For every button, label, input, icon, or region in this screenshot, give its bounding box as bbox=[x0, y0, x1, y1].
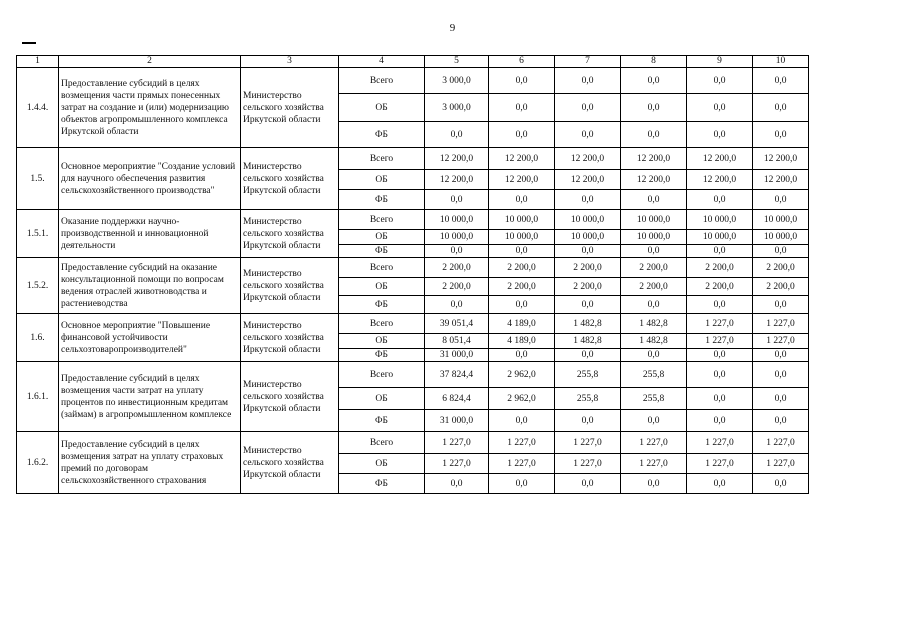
amount-cell: 0,0 bbox=[687, 474, 753, 494]
amount-cell: 4 189,0 bbox=[489, 334, 555, 349]
amount-cell: 12 200,0 bbox=[621, 170, 687, 190]
amount-cell: 0,0 bbox=[687, 68, 753, 94]
amount-cell: 0,0 bbox=[555, 190, 621, 210]
funding-table bbox=[16, 55, 809, 494]
item-description: Основное мероприятие "Создание условий для научного обеспечения развития сельскохозяйственного производства" bbox=[59, 148, 241, 210]
col-header: 10 bbox=[753, 56, 809, 68]
amount-cell: 0,0 bbox=[425, 122, 489, 148]
funding-source: ФБ bbox=[339, 190, 425, 210]
amount-cell: 1 227,0 bbox=[425, 432, 489, 454]
amount-cell: 2 200,0 bbox=[555, 258, 621, 278]
item-description: Основное мероприятие "Повышение финансовой устойчивости сельхозтоваропроизводителей" bbox=[59, 314, 241, 362]
item-code: 1.5. bbox=[17, 148, 59, 210]
amount-cell: 10 000,0 bbox=[489, 210, 555, 230]
amount-cell: 0,0 bbox=[425, 296, 489, 314]
amount-cell: 0,0 bbox=[425, 474, 489, 494]
amount-cell: 1 227,0 bbox=[753, 334, 809, 349]
funding-source: Всего bbox=[339, 68, 425, 94]
amount-cell: 3 000,0 bbox=[425, 94, 489, 122]
amount-cell: 10 000,0 bbox=[687, 210, 753, 230]
col-header: 3 bbox=[241, 56, 339, 68]
item-executor: Министерство сельского хозяйства Иркутской области bbox=[241, 432, 339, 494]
amount-cell: 1 227,0 bbox=[555, 432, 621, 454]
table-row bbox=[17, 210, 809, 230]
funding-source: ОБ bbox=[339, 454, 425, 474]
table-row bbox=[17, 68, 809, 94]
amount-cell: 3 000,0 bbox=[425, 68, 489, 94]
amount-cell: 2 962,0 bbox=[489, 388, 555, 410]
amount-cell: 12 200,0 bbox=[489, 148, 555, 170]
amount-cell: 1 482,8 bbox=[555, 314, 621, 334]
amount-cell: 0,0 bbox=[621, 190, 687, 210]
amount-cell: 0,0 bbox=[687, 190, 753, 210]
amount-cell: 0,0 bbox=[489, 296, 555, 314]
item-code: 1.6.2. bbox=[17, 432, 59, 494]
col-header: 4 bbox=[339, 56, 425, 68]
funding-source: ОБ bbox=[339, 94, 425, 122]
amount-cell: 2 200,0 bbox=[753, 278, 809, 296]
amount-cell: 8 051,4 bbox=[425, 334, 489, 349]
funding-source: Всего bbox=[339, 432, 425, 454]
amount-cell: 1 227,0 bbox=[753, 314, 809, 334]
item-description: Предоставление субсидий в целях возмещения части прямых понесенных затрат на создание и (или) модернизацию объектов агропромышленного комплекса Иркутской области bbox=[59, 68, 241, 148]
item-description: Оказание поддержки научно-производственной и инновационной деятельности bbox=[59, 210, 241, 258]
amount-cell: 1 227,0 bbox=[687, 314, 753, 334]
amount-cell: 1 482,8 bbox=[555, 334, 621, 349]
amount-cell: 0,0 bbox=[555, 245, 621, 258]
amount-cell: 1 482,8 bbox=[621, 334, 687, 349]
amount-cell: 2 200,0 bbox=[621, 258, 687, 278]
amount-cell: 12 200,0 bbox=[555, 148, 621, 170]
amount-cell: 2 200,0 bbox=[425, 278, 489, 296]
funding-source: ФБ bbox=[339, 410, 425, 432]
amount-cell: 12 200,0 bbox=[489, 170, 555, 190]
amount-cell: 255,8 bbox=[621, 388, 687, 410]
amount-cell: 12 200,0 bbox=[425, 170, 489, 190]
item-executor: Министерство сельского хозяйства Иркутской области bbox=[241, 258, 339, 314]
table-row bbox=[17, 148, 809, 170]
amount-cell: 31 000,0 bbox=[425, 349, 489, 362]
amount-cell: 10 000,0 bbox=[621, 210, 687, 230]
amount-cell: 1 227,0 bbox=[753, 454, 809, 474]
funding-source: ФБ bbox=[339, 349, 425, 362]
col-header: 9 bbox=[687, 56, 753, 68]
amount-cell: 0,0 bbox=[621, 474, 687, 494]
amount-cell: 0,0 bbox=[555, 474, 621, 494]
item-code: 1.6. bbox=[17, 314, 59, 362]
amount-cell: 0,0 bbox=[753, 388, 809, 410]
col-header: 1 bbox=[17, 56, 59, 68]
amount-cell: 0,0 bbox=[687, 410, 753, 432]
amount-cell: 0,0 bbox=[687, 94, 753, 122]
amount-cell: 0,0 bbox=[687, 388, 753, 410]
amount-cell: 31 000,0 bbox=[425, 410, 489, 432]
amount-cell: 1 227,0 bbox=[753, 432, 809, 454]
amount-cell: 0,0 bbox=[621, 296, 687, 314]
col-header: 8 bbox=[621, 56, 687, 68]
table-body bbox=[17, 68, 809, 494]
funding-source: ОБ bbox=[339, 170, 425, 190]
amount-cell: 0,0 bbox=[753, 474, 809, 494]
amount-cell: 10 000,0 bbox=[621, 230, 687, 245]
amount-cell: 0,0 bbox=[489, 410, 555, 432]
table-row bbox=[17, 362, 809, 388]
amount-cell: 0,0 bbox=[489, 94, 555, 122]
amount-cell: 1 227,0 bbox=[687, 454, 753, 474]
item-description: Предоставление субсидий в целях возмещения части затрат на уплату процентов по инвестиционным кредитам (займам) в агропромышленном комплексе bbox=[59, 362, 241, 432]
amount-cell: 0,0 bbox=[555, 410, 621, 432]
amount-cell: 0,0 bbox=[621, 410, 687, 432]
amount-cell: 0,0 bbox=[621, 122, 687, 148]
funding-source: Всего bbox=[339, 314, 425, 334]
amount-cell: 0,0 bbox=[753, 410, 809, 432]
item-code: 1.5.2. bbox=[17, 258, 59, 314]
amount-cell: 0,0 bbox=[687, 245, 753, 258]
amount-cell: 12 200,0 bbox=[753, 148, 809, 170]
item-description: Предоставление субсидий на оказание консультационной помощи по вопросам ведения отраслей животноводства и растениеводства bbox=[59, 258, 241, 314]
amount-cell: 10 000,0 bbox=[425, 210, 489, 230]
amount-cell: 0,0 bbox=[753, 362, 809, 388]
item-description: Предоставление субсидий в целях возмещения затрат на уплату страховых премий по договорам сельскохозяйственного страхования bbox=[59, 432, 241, 494]
col-header: 6 bbox=[489, 56, 555, 68]
table-row bbox=[17, 314, 809, 334]
amount-cell: 0,0 bbox=[555, 349, 621, 362]
item-executor: Министерство сельского хозяйства Иркутской области bbox=[241, 362, 339, 432]
amount-cell: 2 200,0 bbox=[687, 278, 753, 296]
amount-cell: 2 200,0 bbox=[687, 258, 753, 278]
amount-cell: 0,0 bbox=[621, 349, 687, 362]
margin-mark bbox=[22, 42, 36, 44]
amount-cell: 2 200,0 bbox=[425, 258, 489, 278]
amount-cell: 39 051,4 bbox=[425, 314, 489, 334]
amount-cell: 0,0 bbox=[489, 474, 555, 494]
amount-cell: 0,0 bbox=[687, 349, 753, 362]
amount-cell: 0,0 bbox=[621, 94, 687, 122]
amount-cell: 4 189,0 bbox=[489, 314, 555, 334]
funding-source: ОБ bbox=[339, 388, 425, 410]
amount-cell: 10 000,0 bbox=[753, 230, 809, 245]
funding-source: Всего bbox=[339, 362, 425, 388]
item-code: 1.6.1. bbox=[17, 362, 59, 432]
amount-cell: 255,8 bbox=[555, 388, 621, 410]
col-header: 7 bbox=[555, 56, 621, 68]
amount-cell: 10 000,0 bbox=[753, 210, 809, 230]
amount-cell: 0,0 bbox=[555, 122, 621, 148]
amount-cell: 0,0 bbox=[555, 68, 621, 94]
amount-cell: 1 227,0 bbox=[687, 334, 753, 349]
col-header: 2 bbox=[59, 56, 241, 68]
amount-cell: 12 200,0 bbox=[425, 148, 489, 170]
amount-cell: 2 200,0 bbox=[555, 278, 621, 296]
amount-cell: 0,0 bbox=[489, 349, 555, 362]
amount-cell: 0,0 bbox=[555, 296, 621, 314]
item-executor: Министерство сельского хозяйства Иркутской области bbox=[241, 68, 339, 148]
header-row bbox=[17, 56, 809, 68]
funding-source: ОБ bbox=[339, 334, 425, 349]
amount-cell: 10 000,0 bbox=[425, 230, 489, 245]
item-code: 1.4.4. bbox=[17, 68, 59, 148]
amount-cell: 2 200,0 bbox=[489, 258, 555, 278]
amount-cell: 0,0 bbox=[753, 94, 809, 122]
amount-cell: 12 200,0 bbox=[753, 170, 809, 190]
amount-cell: 0,0 bbox=[425, 245, 489, 258]
item-code: 1.5.1. bbox=[17, 210, 59, 258]
amount-cell: 2 200,0 bbox=[489, 278, 555, 296]
amount-cell: 1 227,0 bbox=[425, 454, 489, 474]
amount-cell: 10 000,0 bbox=[687, 230, 753, 245]
col-header: 5 bbox=[425, 56, 489, 68]
amount-cell: 0,0 bbox=[753, 122, 809, 148]
funding-source: Всего bbox=[339, 148, 425, 170]
amount-cell: 6 824,4 bbox=[425, 388, 489, 410]
amount-cell: 0,0 bbox=[489, 122, 555, 148]
amount-cell: 0,0 bbox=[753, 68, 809, 94]
amount-cell: 2 200,0 bbox=[753, 258, 809, 278]
amount-cell: 10 000,0 bbox=[555, 210, 621, 230]
table-row bbox=[17, 432, 809, 454]
amount-cell: 0,0 bbox=[753, 245, 809, 258]
amount-cell: 1 227,0 bbox=[489, 432, 555, 454]
funding-source: ОБ bbox=[339, 230, 425, 245]
funding-source: ФБ bbox=[339, 245, 425, 258]
funding-source: ФБ bbox=[339, 296, 425, 314]
item-executor: Министерство сельского хозяйства Иркутской области bbox=[241, 210, 339, 258]
item-executor: Министерство сельского хозяйства Иркутской области bbox=[241, 148, 339, 210]
amount-cell: 10 000,0 bbox=[489, 230, 555, 245]
funding-source: ОБ bbox=[339, 278, 425, 296]
amount-cell: 10 000,0 bbox=[555, 230, 621, 245]
amount-cell: 0,0 bbox=[753, 296, 809, 314]
amount-cell: 1 227,0 bbox=[555, 454, 621, 474]
amount-cell: 12 200,0 bbox=[555, 170, 621, 190]
amount-cell: 0,0 bbox=[687, 296, 753, 314]
funding-source: Всего bbox=[339, 210, 425, 230]
amount-cell: 0,0 bbox=[753, 190, 809, 210]
funding-source: ФБ bbox=[339, 122, 425, 148]
funding-source: Всего bbox=[339, 258, 425, 278]
table-row bbox=[17, 258, 809, 278]
amount-cell: 1 227,0 bbox=[489, 454, 555, 474]
amount-cell: 0,0 bbox=[687, 362, 753, 388]
item-executor: Министерство сельского хозяйства Иркутской области bbox=[241, 314, 339, 362]
amount-cell: 1 482,8 bbox=[621, 314, 687, 334]
amount-cell: 0,0 bbox=[621, 68, 687, 94]
funding-source: ФБ bbox=[339, 474, 425, 494]
amount-cell: 12 200,0 bbox=[621, 148, 687, 170]
amount-cell: 255,8 bbox=[555, 362, 621, 388]
amount-cell: 0,0 bbox=[687, 122, 753, 148]
amount-cell: 0,0 bbox=[753, 349, 809, 362]
amount-cell: 12 200,0 bbox=[687, 170, 753, 190]
amount-cell: 2 962,0 bbox=[489, 362, 555, 388]
amount-cell: 2 200,0 bbox=[621, 278, 687, 296]
amount-cell: 0,0 bbox=[489, 190, 555, 210]
amount-cell: 255,8 bbox=[621, 362, 687, 388]
amount-cell: 0,0 bbox=[489, 245, 555, 258]
amount-cell: 12 200,0 bbox=[687, 148, 753, 170]
amount-cell: 0,0 bbox=[425, 190, 489, 210]
amount-cell: 37 824,4 bbox=[425, 362, 489, 388]
amount-cell: 1 227,0 bbox=[621, 432, 687, 454]
amount-cell: 1 227,0 bbox=[687, 432, 753, 454]
page-number: 9 bbox=[449, 22, 456, 34]
amount-cell: 0,0 bbox=[621, 245, 687, 258]
amount-cell: 0,0 bbox=[489, 68, 555, 94]
amount-cell: 1 227,0 bbox=[621, 454, 687, 474]
amount-cell: 0,0 bbox=[555, 94, 621, 122]
